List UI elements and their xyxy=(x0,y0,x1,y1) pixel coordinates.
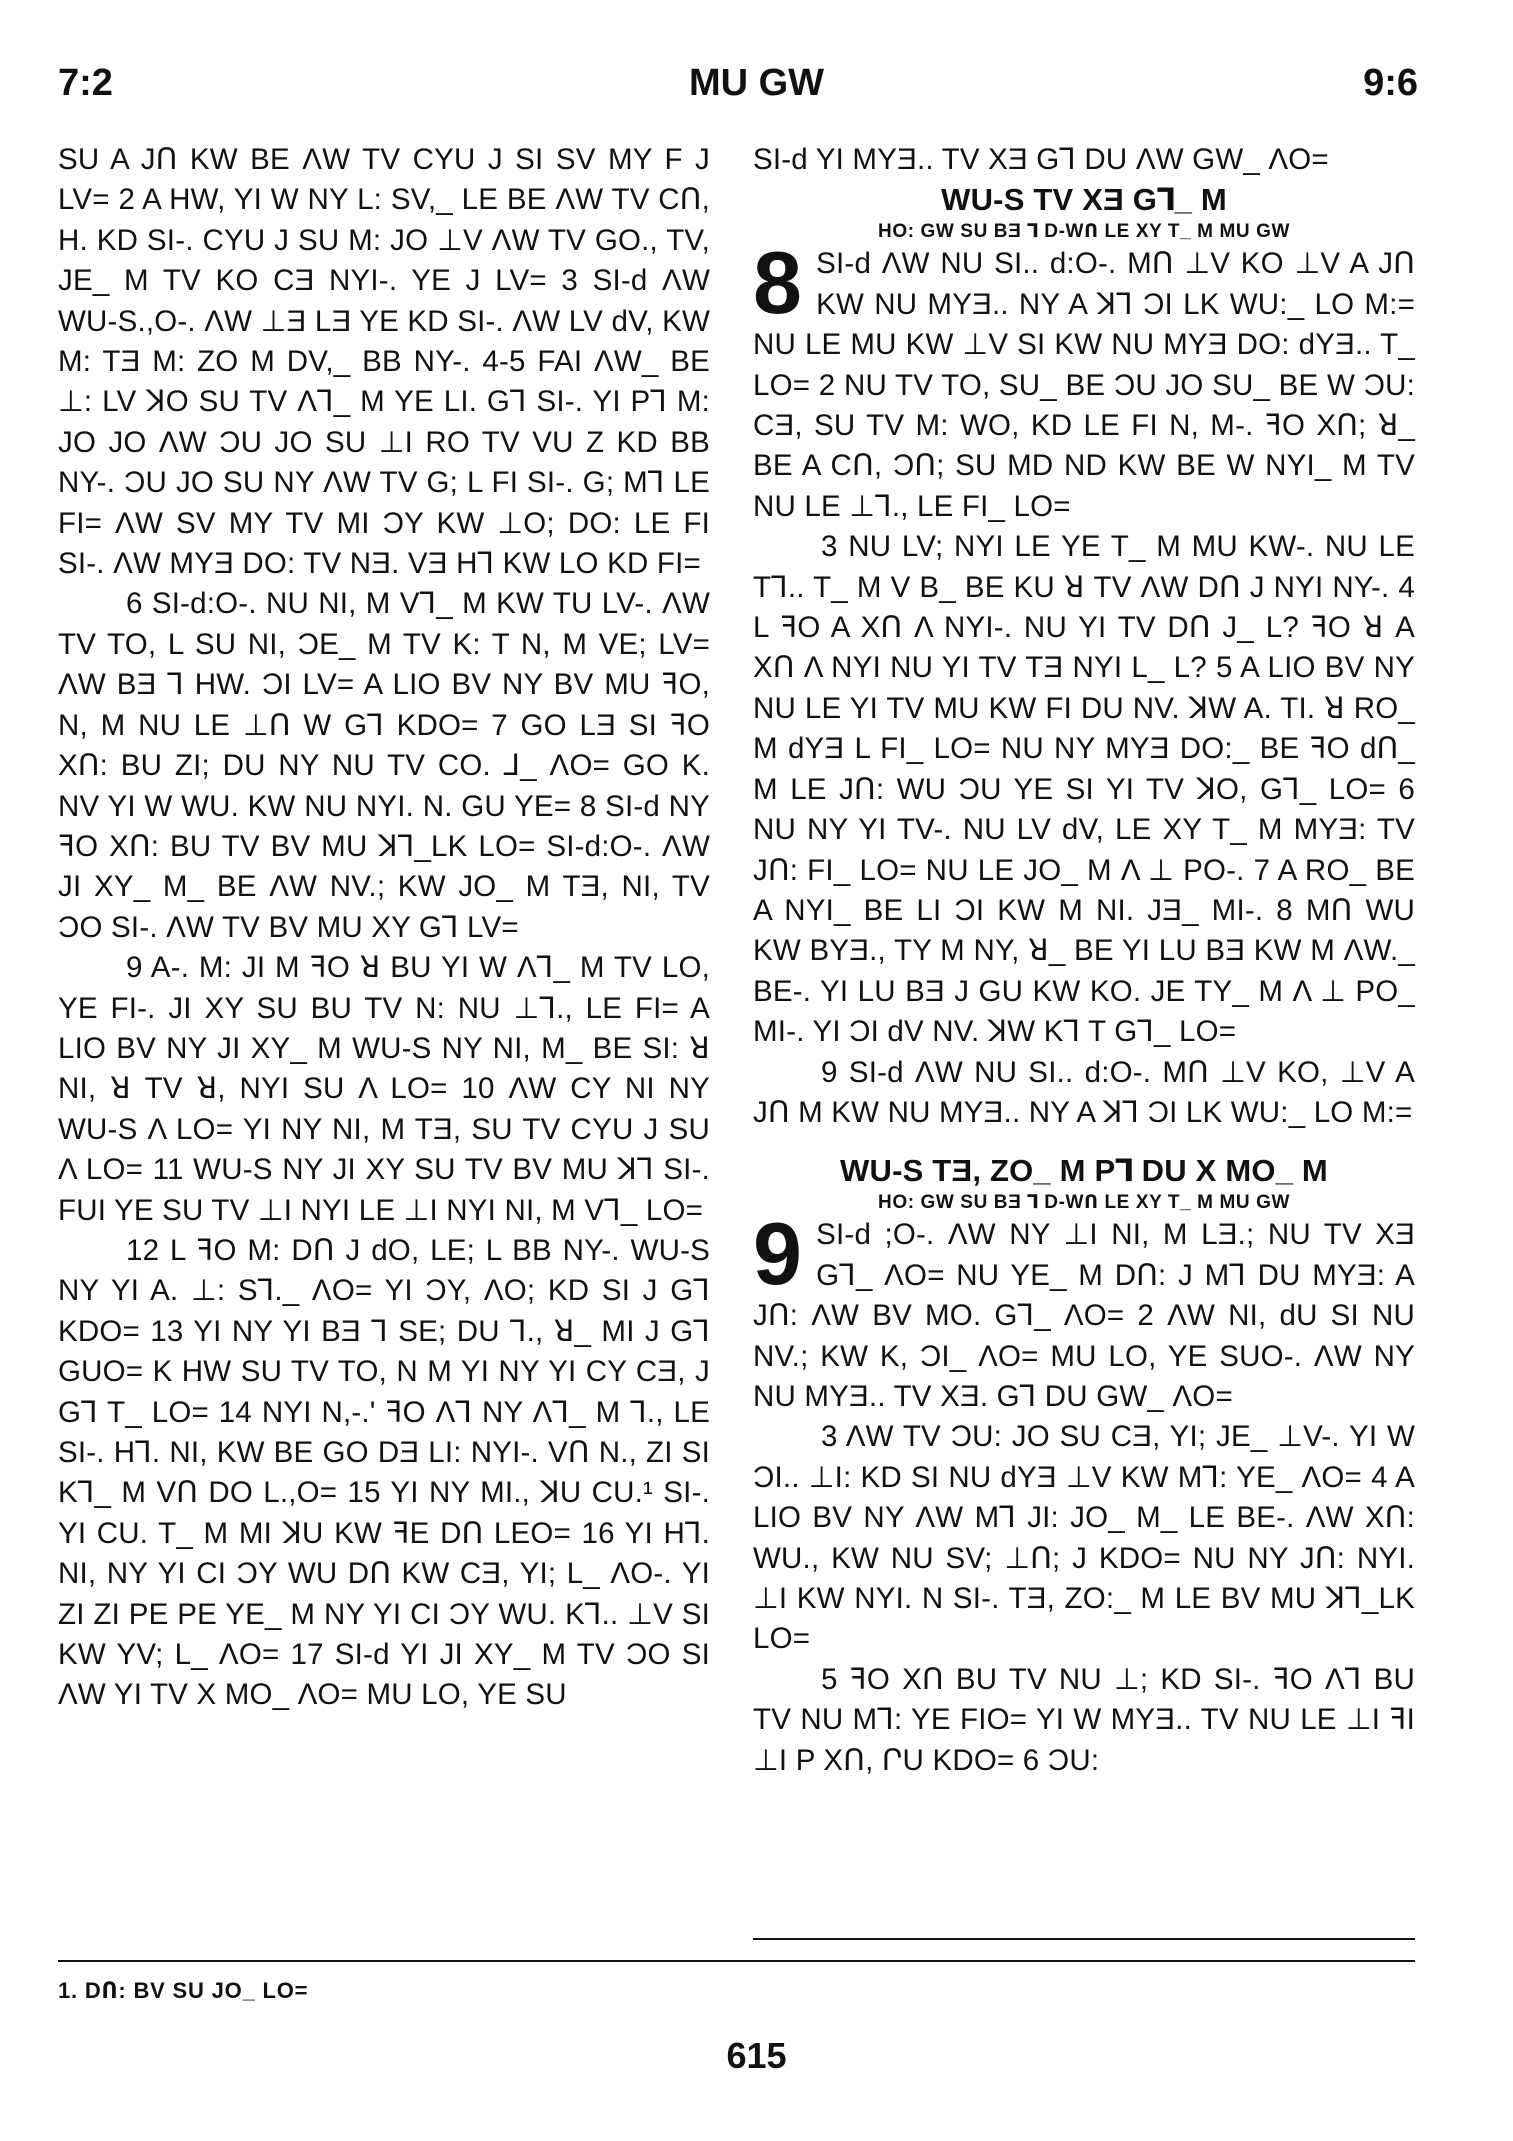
chapter-9-heading: WU-S TƎ, ZO_ M P⅂ DU X MO_ M xyxy=(840,1153,1328,1189)
page-number: 615 xyxy=(726,2035,787,2076)
chapter-9-drop-number: 9 xyxy=(753,1204,803,1304)
paragraph: 3 NU LV; NYI LE YE T_ M MU KW-. NU LE T⅂.. T_ M V B_ BE KU ꓤ TV ΛW DՈ J NYI NY-. 4 L ꟻO A XՈ Λ NYI-. NU YI TV DՈ J_ L? ꟻO ꓤ A XՈ Λ NYI NU YI TV TƎ NYI L_ L? 5 A LIO BV NY NU LE YI TV MU KW FI DU NV. ꓘW A. TI. ꓤ RO_ M dYƎ L FI_ LO= NU NY MYƎ DO:_ BE ꟻO dՈ_ M LE JՈ: WU ƆU YE SI YI TV ꓘO, G⅂_ LO= 6 NU NY YI TV-. NU LV dV, LE XY T_ M MYƎ: TV JՈ: FI_ LO= NU LE JO_ M Λ ⊥ PO-. 7 A RO_ BE A NYI_ BE LI ƆI KW M NI. JƎ_ MI-. 8 MՈ WU KW BYƎ., TY M NY, ꓤ_ BE YI LU BƎ KW M ΛW._ BE-. YI LU BƎ J GU KW KO. JE TY_ M Λ ⊥ PO_ MI-. YI ƆI dV NV. ꓘW K⅂ T G⅂_ LO= xyxy=(753,530,1415,1049)
paragraph: 5 ꟻO XՈ BU TV NU ⊥; KD SI-. ꟻO Λ⅂ BU TV NU M⅂: YE FIO= YI W MYƎ.. TV NU LE ⊥I ꟻI ⊥I P XՈ, ՐU KDO= 6 ƆU: xyxy=(753,1662,1415,1777)
header-left-reference: 7:2 xyxy=(58,62,113,104)
chapter-8-heading: WU-S TV XƎ G⅂_ M xyxy=(941,182,1227,218)
paragraph: SU A JՈ KW BE ΛW TV CYU J SI SV MY F J LV= 2 A HW, YI W NY L: SV,_ LE BE ΛW TV CՈ, H. KD SI-. CYU J SU M: JO ⊥V ΛW TV GO., TV, JE_ M TV KO CƎ NYI-. YE J LV= 3 SI-d ΛW WU-S.,O-. ΛW ⊥Ǝ LƎ YE KD SI-. ΛW LV dV, KW M: TƎ M: ZO M DV,_ BB NY-. 4-5 FAI ΛW_ BE ⊥: LV ꓘO SU TV Λ⅂_ M YE LI. G⅂ SI-. YI P⅂ M: JO JO ΛW ƆU JO SU ⊥I RO TV VU Z KD BB NY-. ƆU JO SU NY ΛW TV G; L FI SI-. G; M⅂ LE FI= ΛW SV MY TV MI ƆY KW ⊥O; DO: LE FI SI-. ΛW MYƎ DO: TV NƎ. VƎ H⅂ KW LO KD FI= xyxy=(58,143,710,581)
column-end-rule xyxy=(753,1938,1415,1940)
right-text-column xyxy=(753,140,1415,1781)
footnote: 1. DՈ: BV SU JO_ LO= xyxy=(58,1978,309,2003)
paragraph: 9 A-. M: JI M ꟻO ꓤ BU YI W Λ⅂_ M TV LO, YE FI-. JI XY SU BU TV N: NU ⊥⅂., LE FI= A LIO BV NY JI XY_ M WU-S NY NI, M_ BE SI: ꓤ NI, ꓤ TV ꓤ, NYI SU Λ LO= 10 ΛW CY NI NY WU-S Λ LO= YI NY NI, M TƎ, SU TV CYU J SU Λ LO= 11 WU-S NY JI XY SU TV BV MU ꓘ⅂ SI-. FUI YE SU TV ⊥I NYI LE ⊥I NYI NI, M V⅂_ LO= xyxy=(58,951,710,1227)
paragraph-text: SI-d ΛW NU SI.. d:O-. MՈ ⊥V KO ⊥V A JՈ KW NU MYƎ.. NY A ꓘ⅂ ƆI LK WU:_ LO M:= NU LE MU KW ⊥V SI KW NU MYƎ DO: dYƎ.. T_ LO= 2 NU TV TO, SU_ BE ƆU JO SU_ BE W ƆU: CƎ, SU TV M: WO, KD LE FI N, M-. ꟻO XՈ; ꓤ_ BE A CՈ, ƆՈ; SU MD ND KW BE W NYI_ M TV NU LE ⊥⅂., LE FI_ LO= xyxy=(753,247,1415,523)
paragraph xyxy=(753,1204,1415,1417)
footnote-separator-rule xyxy=(58,1960,1415,1962)
header-book-title: MU GW xyxy=(688,62,825,104)
paragraph: 9 SI-d ΛW NU SI.. d:O-. MՈ ⊥V KO, ⊥V A JՈ M KW NU MYƎ.. NY A ꓘ⅂ ƆI LK WU:_ LO M:= xyxy=(753,1055,1415,1129)
chapter-8-subheading: HO: GW SU BƎ ⅂ D-WՈ LE XY T_ M MU GW xyxy=(878,221,1290,243)
paragraph-text: SI-d ;O-. ΛW NY ⊥I NI, M LƎ.; NU TV XƎ G⅂_ ΛO= NU YE_ M DՈ: J M⅂ DU MYƎ: A JՈ: ΛW BV MO. G⅂_ ΛO= 2 ΛW NI, dU SI NU NV.; KW K, ƆI_ ΛO= MU LO, YE SUO-. ΛW NY NU MYƎ.. TV XƎ. G⅂ DU GW_ ΛO= xyxy=(753,1218,1415,1413)
paragraph: 3 ΛW TV ƆU: JO SU CƎ, YI; JE_ ⊥V-. YI W ƆI.. ⊥I: KD SI NU dYƎ ⊥V KW M⅂: YE_ ΛO= 4 A LIO BV NY ΛW M⅂ JI: JO_ M_ LE BE-. ΛW XՈ: WU., KW NU SV; ⊥Ո; J KDO= NU NY JՈ: NYI. ⊥I KW NYI. N SI-. TƎ, ZO:_ M LE BV MU ꓘ⅂_LK LO= xyxy=(753,1420,1415,1656)
chapter-8-drop-number: 8 xyxy=(753,233,803,333)
paragraph xyxy=(753,233,1415,527)
paragraph: 6 SI-d:O-. NU NI, M V⅂_ M KW TU LV-. ΛW TV TO, L SU NI, ƆE_ M TV K: T N, M VE; LV= ΛW BƎ ⅂ HW. ƆI LV= A LIO BV NY BV MU ꟻO, N, M NU LE ⊥Ո W G⅂ KDO= 7 GO LƎ SI ꟻO XՈ: BU ZI; DU NY NU TV CO. ⅃_ ΛO= GO K. NV YI W WU. KW NU NYI. N. GU YE= 8 SI-d NY ꟻO XՈ: BU TV BV MU ꓘ⅂_LK LO= SI-d:O-. ΛW JI XY_ M_ BE ΛW NV.; KW JO_ M TƎ, NI, TV ƆO SI-. ΛW TV BV MU XY G⅂ LV= xyxy=(58,587,710,944)
running-header xyxy=(0,62,1513,122)
left-text-column xyxy=(58,140,710,1716)
paragraph: 12 L ꟻO M: DՈ J dO, LE; L BB NY-. WU-S NY YI A. ⊥: S⅂._ ΛO= YI ƆY, ΛO; KD SI J G⅂ KDO= 13 YI NY YI BƎ ⅂ SE; DU ⅂., ꓤ_ MI J G⅂ GUO= K HW SU TV TO, N M YI NY YI CY CƎ, J G⅂ T_ LO= 14 NYI N,-.' ꟻO Λ⅂ NY Λ⅂_ M ⅂., LE SI-. H⅂. NI, KW BE GO DƎ LI: NYI-. VՈ N., ZI SI K⅂_ M VՈ DO L.,O= 15 YI NY MI., ꓘU CU.¹ SI-. YI CU. T_ M MI ꓘU KW ꟻE DՈ LEO= 16 YI H⅂. NI, NY YI CI ƆY WU DՈ KW CƎ, YI; L_ ΛO-. YI ZI ZI PE PE YE_ M NY YI CI ƆY WU. K⅂.. ⊥V SI KW YV; L_ ΛO= 17 SI-d YI JI XY_ M TV ƆO SI ΛW YI TV X MO_ ΛO= MU LO, YE SU xyxy=(58,1233,710,1712)
header-right-reference: 9:6 xyxy=(1363,62,1418,104)
paragraph: SI-d YI MYƎ.. TV XƎ G⅂ DU ΛW GW_ ΛO= xyxy=(753,143,1329,176)
chapter-9-subheading: HO: GW SU BƎ ⅂ D-WՈ LE XY T_ M MU GW xyxy=(878,1192,1290,1214)
